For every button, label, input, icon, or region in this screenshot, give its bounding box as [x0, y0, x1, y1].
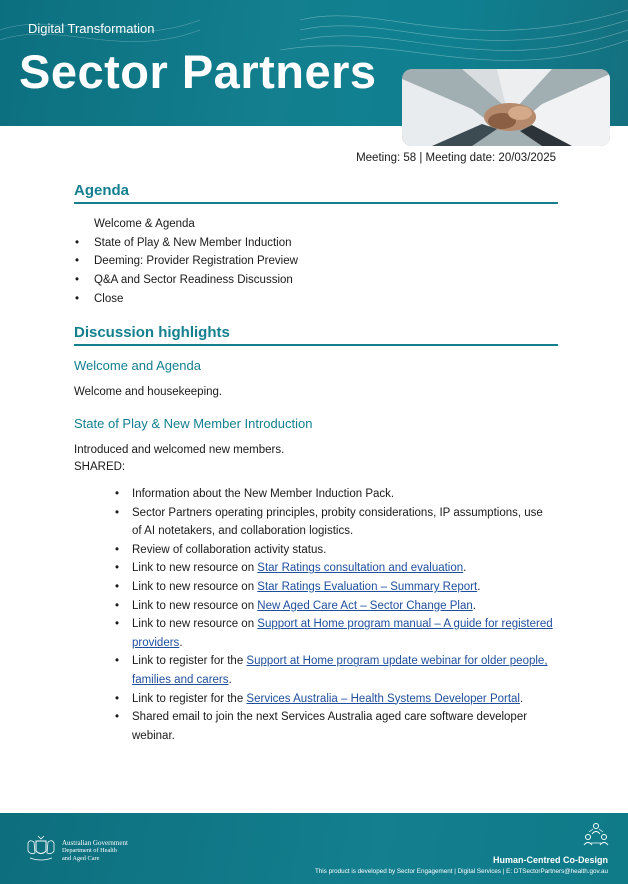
list-item-prefix: Link to register for the: [132, 692, 247, 705]
bullet-icon: •: [75, 236, 80, 249]
list-item-prefix: Link to new resource on: [132, 618, 258, 631]
agenda-item: [74, 271, 554, 290]
hands-illustration: [402, 69, 610, 146]
footer: [0, 813, 628, 884]
agenda-list: [74, 215, 554, 308]
footer-brand-title: Human-Centred Co-Design: [492, 855, 608, 865]
agenda-item: [74, 290, 554, 309]
gov-line-3: and Aged Care: [62, 855, 100, 862]
shared-list: [113, 485, 553, 745]
bullet-icon: •: [115, 543, 120, 556]
header-kicker: Digital Transformation: [28, 21, 155, 36]
agenda-item: [74, 215, 554, 234]
agenda-item-label: Welcome & Agenda: [94, 218, 195, 230]
welcome-body: Welcome and housekeeping.: [74, 386, 223, 398]
co-design-people-icon: [580, 821, 612, 853]
list-item-text: Shared email to join the next Services Australia aged care software developer webinar.: [132, 711, 528, 742]
list-item: [113, 708, 553, 745]
state-of-play-subheading: State of Play & New Member Introduction: [74, 416, 313, 431]
list-item: [113, 559, 553, 578]
bullet-icon: •: [115, 580, 120, 593]
coat-of-arms-icon: [24, 833, 58, 863]
bullet-icon: •: [115, 692, 120, 705]
meeting-info: Meeting: 58 | Meeting date: 20/03/2025: [356, 152, 556, 164]
list-item-prefix: Link to new resource on: [132, 562, 258, 575]
agenda-item-label: Q&A and Sector Readiness Discussion: [94, 274, 293, 287]
developer-portal-link[interactable]: Services Australia – Health Systems Developer Portal: [246, 692, 520, 705]
list-item: [113, 652, 553, 689]
star-ratings-summary-link[interactable]: Star Ratings Evaluation – Summary Report: [257, 580, 478, 593]
bullet-icon: •: [115, 562, 120, 575]
list-item-prefix: Link to new resource on: [132, 599, 258, 612]
bullet-icon: •: [75, 292, 80, 305]
list-item-suffix: .: [179, 636, 183, 649]
footer-contact-note: This product is developed by Sector Engagement | Digital Services | E: DTSectorPartners@health.gov.au: [314, 868, 608, 875]
bullet-icon: •: [75, 274, 80, 287]
government-logo-text: [62, 839, 128, 863]
list-item-text: Information about the New Member Induction Pack.: [132, 488, 395, 500]
bullet-icon: •: [115, 655, 120, 668]
list-item-suffix: .: [228, 673, 232, 686]
bullet-icon: •: [115, 506, 120, 519]
bullet-icon: •: [115, 711, 120, 724]
bullet-icon: •: [75, 255, 80, 268]
hands-together-photo: [402, 69, 610, 146]
list-item-text: Sector Partners operating principles, probity considerations, IP assumptions, use of AI notetakers, and collaboration logistics.: [132, 506, 543, 538]
agenda-item: [74, 234, 554, 253]
list-item-text: Review of collaboration activity status.: [132, 543, 327, 556]
support-at-home-manual-link[interactable]: Support at Home program manual – A guide for registered providers: [132, 618, 553, 649]
list-item: [113, 541, 553, 560]
list-item: [113, 615, 553, 652]
intro-line: Introduced and welcomed new members.: [74, 444, 285, 456]
list-item: [113, 597, 553, 616]
agenda-item-label: State of Play & New Member Induction: [94, 236, 292, 249]
page-title: Sector Partners: [19, 45, 377, 98]
list-item-suffix: .: [520, 692, 524, 705]
list-item: [113, 504, 553, 541]
gov-line-2: Department of Health: [62, 847, 117, 854]
agenda-item-label: Close: [94, 292, 124, 305]
discussion-heading: Discussion highlights: [74, 324, 558, 346]
state-of-play-body: [74, 442, 284, 476]
aged-care-act-link[interactable]: New Aged Care Act – Sector Change Plan: [257, 599, 473, 612]
agenda-item-label: Deeming: Provider Registration Preview: [94, 255, 298, 268]
list-item-suffix: .: [463, 562, 467, 575]
list-item-suffix: .: [477, 580, 481, 593]
bullet-icon: •: [115, 599, 120, 612]
agenda-item: [74, 252, 554, 271]
bullet-icon: •: [115, 618, 120, 631]
bullet-icon: •: [115, 488, 120, 500]
list-item: [113, 578, 553, 597]
star-ratings-consultation-link[interactable]: Star Ratings consultation and evaluation: [257, 562, 464, 575]
agenda-heading: Agenda: [74, 182, 558, 204]
shared-label: SHARED:: [74, 461, 126, 473]
welcome-subheading: Welcome and Agenda: [74, 358, 201, 373]
support-at-home-webinar-link[interactable]: Support at Home program update webinar for older people, families and carers: [132, 655, 548, 686]
list-item: [113, 485, 553, 504]
list-item-prefix: Link to new resource on: [132, 580, 258, 593]
list-item: [113, 690, 553, 709]
list-item-suffix: .: [472, 599, 476, 612]
list-item-prefix: Link to register for the: [132, 655, 247, 668]
gov-line-1: Australian Government: [62, 839, 128, 847]
